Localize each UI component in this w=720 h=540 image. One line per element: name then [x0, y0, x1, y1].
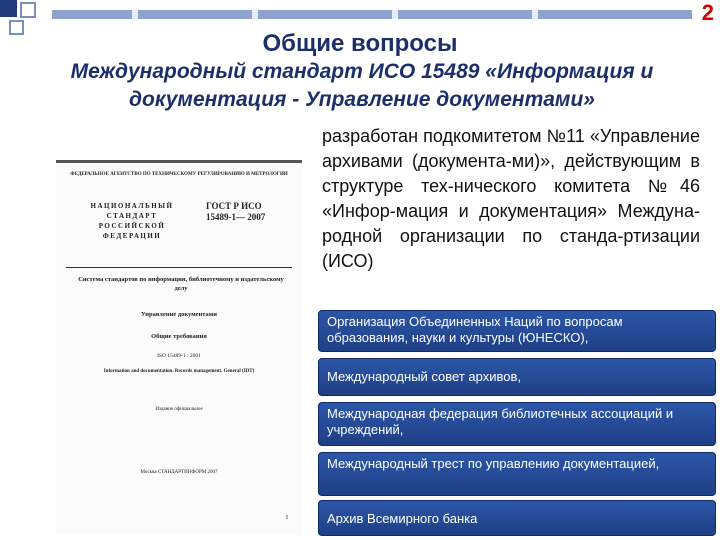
- doc-publisher: Москва СТАНДАРТИНФОРМ 2007: [140, 470, 218, 475]
- organization-box: Организация Объединенных Наций по вопросам образования, науки и культуры (ЮНЕСКО),: [318, 310, 716, 352]
- slide-title: Международный стандарт ИСО 15489 «Информация и документация - Управление документами»: [70, 60, 654, 111]
- doc-system: Система стандартов по информации, библиотечному и издательскому делу: [78, 276, 284, 292]
- description-text: разработан подкомитетом №11 «Управление архивами (документа-ми)», действующим в структуре тех-нического комитета №46 «Инфор-мация и документация» Междуна-родной организации по станда-ртизации (ИСО): [322, 126, 700, 271]
- doc-standard-label: НАЦИОНАЛЬНЫЙ СТАНДАРТ РОССИЙСКОЙ ФЕДЕРАЦИИ: [90, 202, 174, 240]
- decor-top-band: [52, 10, 692, 19]
- doc-iso-ref: ISO 15489-1 : 2001: [157, 353, 201, 359]
- doc-edition: Издание официальное: [155, 407, 203, 412]
- doc-page-number: I: [286, 515, 288, 521]
- doc-gost-title: ГОСТ Р ИСО: [206, 201, 262, 211]
- slide-subtitle: Общие вопросы: [262, 30, 458, 57]
- organization-box: Международный трест по управлению документацией,: [318, 452, 716, 496]
- doc-gost-number: 15489-1— 2007: [206, 212, 266, 222]
- doc-gost: [206, 201, 265, 223]
- doc-english-title: Information and documentation. Records management. General (IDT): [103, 369, 255, 374]
- doc-management: Управление документами: [141, 311, 217, 318]
- decor-square-filled: [0, 0, 17, 17]
- organization-box: Международный совет архивов,: [318, 358, 716, 396]
- doc-agency: ФЕДЕРАЛЬНОЕ АГЕНТСТВО ПО ТЕХНИЧЕСКОМУ РЕГУЛИРОВАНИЮ И МЕТРОЛОГИИ: [70, 172, 288, 177]
- decor-square-outline: [20, 2, 36, 18]
- organization-box: Международная федерация библиотечных ассоциаций и учреждений,: [318, 402, 716, 446]
- doc-requirements: Общие требования: [151, 333, 207, 340]
- organization-box: Архив Всемирного банка: [318, 500, 716, 536]
- standard-cover-image: [56, 160, 302, 535]
- doc-divider: [66, 267, 292, 268]
- slide-number: 2: [701, 0, 714, 25]
